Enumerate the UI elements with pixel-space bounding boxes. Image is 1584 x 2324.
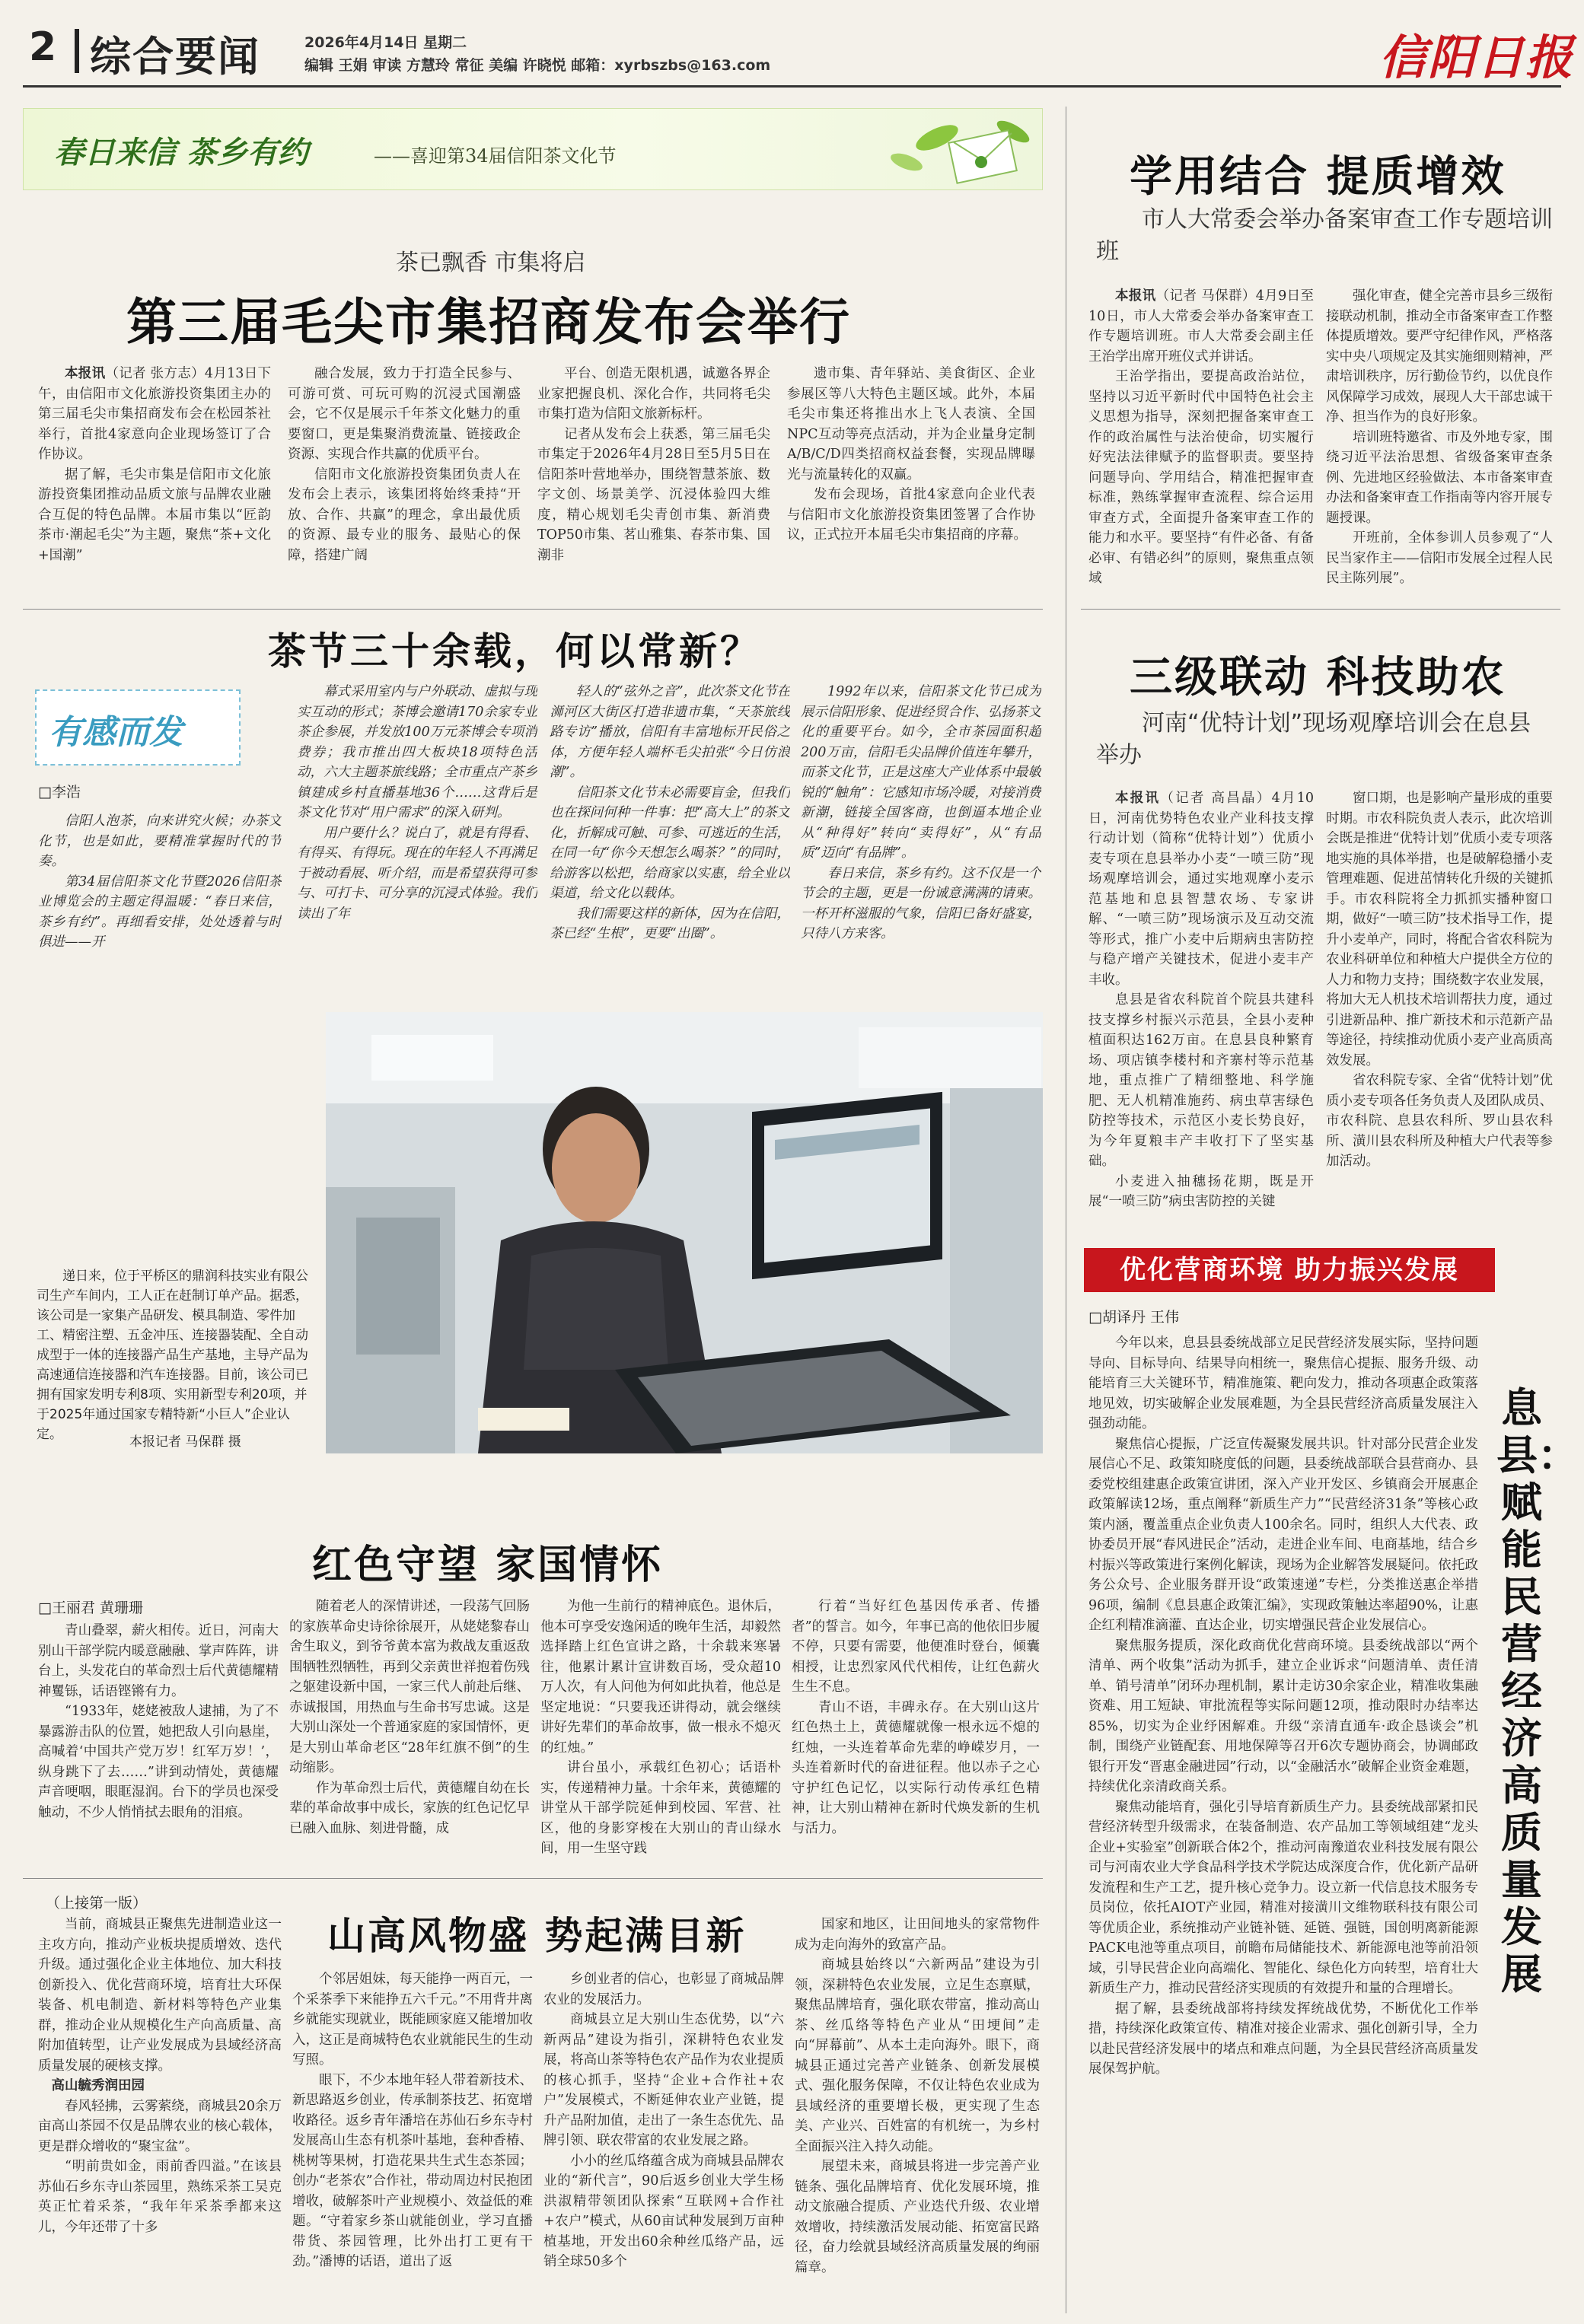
masthead-divider xyxy=(75,29,79,73)
a2-col-3: 轻人的“弦外之音”，此次茶文化节在浉河区大街区打造非遗市集，“天茶旅线路专访”播放，信阳有丰富地标开民俗之体，方便年轻人端杯毛尖拍张“今日仿浪潮”。 信阳茶文化节未必需要盲金，但我们也在探问何种一件事：把“高大上”的茶文化，折解成可触、可参、可逃近的生活，在同一句“你今天想怎么喝茶？”的同时，给游客以松把，给商家以实惠，给全业以渠道，给文化以载体。 我们需要这样的新体，因为在信阳，茶已经“生根”，更要“出圈”。 xyxy=(550,684,790,941)
a3-headline: 红色守望 家国情怀 xyxy=(312,1542,664,1588)
newspaper-logo: 信阳日报 xyxy=(1379,30,1575,85)
opinion-tag: 有感而发 xyxy=(49,713,183,752)
r2-col-1: 本报讯（记者 高昌晶）4月10日，河南优势特色农业产业科技支撑行动计划（简称“优特计划”）优质小麦专项在息县举办小麦“一喷三防”现场观摩培训会，通过实地观摩小麦示范基地和息县智慧农场、专家讲解、“一喷三防”现场演示及互动交流等形式，推广小麦中后期病虫害防控与稳产增产关键技术，促进小麦丰产丰收。 息县是省农科院首个院县共建科技支撑乡村振兴示范县，全县小麦种植面积达162万亩。在息县良种繁育场、项店镇李楼村和齐寨村等示范基地，重点推广了精细整地、科学施肥、无人机精准施药、病虫草害绿色防控等技术，示范区小麦长势良好，为今年夏粮丰产丰收打下了坚实基础。 小麦进入抽穗扬花期，既是开展“一喷三防”病虫害防控的关键 xyxy=(1088,791,1314,1209)
a1-headline: 第三届毛尖市集招商发布会举行 xyxy=(126,293,851,352)
a2-col-2: 幕式采用室内与户外联动、虚拟与现实互动的形式；茶博会邀请170余家专业茶企参展，并发放100万元茶博会专项消费券；我市推出四大板块18项特色活动，六大主题茶旅线路；全市重点产茶乡镇建成乡村直播基地36个……这背后是茶文化节对“用户需求”的深入研判。 用户要什么？说白了，就是有得看、有得买、有得玩。现在的年轻人不再满足于被动看展、听介绍，而是希望获得可参与、可打卡、可分享的沉浸式体验。我们读出了年 xyxy=(297,684,537,922)
r2-headline: 三级联动 科技助农 xyxy=(1130,653,1506,702)
a4-col-2: 个邻居姐妹，每天能挣一两百元，一个采茶季下来能挣五六千元。”不用背井离乡就能实现就业，既能顾家庭又能增加收入，这正是商城特色农业就能民生的生动写照。 眼下，不少本地年轻人带着新技术、新思路返乡创业，传承制茶技艺、拓宽增收路径。返乡青年潘培在苏仙石乡东寺村发展高山生态有机茶叶基地，套种香椿、桃树等果树，打造花果共生式生态茶园；创办“老茶农”合作社，带动周边村民抱团增收，破解茶叶产业规模小、效益低的难题。“守着家乡茶山就能创业，学习直播带货、茶园管理，比外出打工更有干劲。”潘博的话语，道出了返 xyxy=(292,1972,533,2269)
section-band: 优化营商环境 助力振兴发展 xyxy=(1084,1248,1495,1292)
a3-author: □王丽君 黄珊珊 xyxy=(38,1600,143,1616)
a2-headline: 茶节三十余载，何以常新？ xyxy=(268,629,761,673)
theme-banner xyxy=(23,108,1043,190)
page-number: 2 xyxy=(29,24,57,70)
a4-col-4: 国家和地区，让田间地头的家常物件成为走向海外的致富产品。 商城县始终以“六新两品”建设为引领，深耕特色农业发展，立足生态禀赋，聚焦品牌培育，强化联农带富，推动高山茶、丝瓜络等特色产业从“田埂间”走向“屏幕前”、从本土走向海外。眼下，商城县正通过完善产业链条、创新发展模式、强化服务保障，不仅让特色农业成为县域经济的重要增长极，更实现了生态美、产业兴、百姓富的有机统一，为乡村全面振兴注入持久动能。 展望未来，商城县将进一步完善产业链条、强化品牌培育、优化发展环境，推动文旅融合提质、产业迭代升级、农业增效增收，持续激活发展动能、拓宽富民路径，奋力绘就县域经济高质量发展的绚丽篇章。 xyxy=(795,1917,1040,2275)
r2-col-2: 窗口期，也是影响产量形成的重要时期。市农科院负责人表示，此次培训会既是推进“优特计划”优质小麦专项落地实施的具体举措，也是破解稳播小麦管理难题、促进茁情转化升级的关键抓手。市农科院将全力抓抓实播种窗口期，做好“一喷三防”技术指导工作，提升小麦单产，同时，将配合省农科院为农业科研单位和种植大户提供全方位的人力和物力支持；围绕数字农业发展，将加大无人机技术培训帮扶力度，通过引进新品种、推广新技术和示范新产品等途径，持续推动优质小麦产业高质高效发展。 省农科院专家、全省“优特计划”优质小麦专项各任务负责人及团队成员、市农科院、息县农科所、罗山县农科所、潢川县农科所及种植大户代表等参加活动。 xyxy=(1326,791,1553,1169)
a4-continued: （上接第一版） xyxy=(46,1895,148,1912)
a1-col-3: 平台、创造无限机遇，诚邀各界企业家把握良机、深化合作，共同将毛尖市集打造为信阳文旅新标杆。 记者从发布会上获悉，第三届毛尖市集定于2026年4月28日至5月5日在信阳茶叶营地举办，围绕智慧茶旅、数字文创、场景美学、沉浸体验四大维度，精心规划毛尖青创市集、新消费TOP50市集、茗山雅集、春茶市集、国潮非 xyxy=(537,366,770,563)
banner-title: 春日来信 茶乡有约 xyxy=(54,135,308,170)
news-photo xyxy=(326,1012,1043,1453)
a1-col-1: 本报讯（记者 张方志）4月13日下午，由信阳市文化旅游投资集团主办的第三届毛尖市集招商发布会在松园茶社举行，首批4家意向企业现场签订了合作协议。 据了解，毛尖市集是信阳市文化旅游投资集团推动品质文旅与品牌农业融合互促的特色品牌。本届市集以“匠韵茶市·潮起毛尖”为主题，聚焦“茶+文化+国潮” xyxy=(38,366,271,563)
a1-col-4: 遗市集、青年驿站、美食街区、企业参展区等八大特色主题区域。此外，本届毛尖市集还将推出水上飞人表演、全国NPC互动等亮点活动，并为企业量身定制A/B/C/D四类招商权益套餐，实现品牌曝光与流量转化的双赢。 发布会现场，首批4家意向企业代表与信阳市文化旅游投资集团签署了合作协议，正式拉开本届毛尖市集招商的序幕。 xyxy=(787,366,1035,543)
factory-worker-image xyxy=(326,1012,1043,1453)
a2-col-4: 1992年以来，信阳茶文化节已成为展示信阳形象、促进经贸合作、弘扬茶文化的重要平台。如今，全市茶园面积超200万亩，信阳毛尖品牌价值连年攀升，而茶文化节，正是这座大产业体系中最敏锐的“触角”：它感知市场冷暖，对接消费新潮，链接全国客商，也倒逼本地企业从“种得好”转向“卖得好”，从“有品质”迈向“有品牌”。 春日来信，茶乡有约。这不仅是一个节会的主题，更是一份诚意满满的请柬。一杯开杯滋服的气象，信阳已备好盛宴，只待八方来客。 xyxy=(801,684,1041,941)
a2-author: □李浩 xyxy=(38,784,81,801)
divider xyxy=(23,609,1043,610)
masthead-rule xyxy=(23,85,1561,88)
a3-col-3: 为他一生前行的精神底色。退休后，他本可享受安逸闲适的晚年生活，却毅然选择踏上红色宣讲之路，十余载来寒暑往，他累计累计宣讲数百场，受众超10万人次，有人问他为何如此执着，他总是坚定地说：“只要我还讲得动，就会继续讲好先辈们的革命故事，做一根永不熄灭的红烛。” 讲台虽小，承载红色初心；话语朴实，传递精神力量。十余年来，黄德耀的讲堂从干部学院延伸到校园、军营、社区，他的身影穿梭在大别山的青山绿水间，用一生坚守践 xyxy=(540,1599,781,1856)
a3-col-2: 随着老人的深情讲述，一段荡气回肠的家族革命史诗徐徐展开，从姥姥黎春山舍生取义，到爷爷黄本富为救战友重返敌围牺牲烈牺牲，再到父亲黄世祥抱着伤残之躯建设新中国，一家三代人前赴后继、赤诚报国，用热血与生命书写忠诚。这是大别山深处一个普通家庭的家国情怀，更是大别山革命老区“28年红旗不倒”的生动缩影。 作为革命烈士后代，黄德耀自幼在长辈的革命故事中成长，家族的红色记忆早已融入血脉、刻进骨髓，成 xyxy=(289,1599,530,1836)
r2-subhead: 河南“优特计划”现场观摩培训会在息县举办 xyxy=(1096,710,1531,769)
r3-author: □胡译丹 王伟 xyxy=(1088,1309,1179,1326)
r3-vertical-headline: 息县：赋能民营经济高质量发展 xyxy=(1496,1384,1579,1998)
r1-col-1: 本报讯（记者 马保群）4月9日至10日，市人大常委会举办备案审查工作专题培训班。市人大常委会副主任王治学出席开班仪式并讲话。 王治学指出，要提高政治站位，坚持以习近平新时代中国特色社会主义思想为指导，深刻把握备案审查工作的政治属性与法治使命，切实履行好宪法法律赋予的监督职责。要坚持问题导向、学用结合，精准把握审查标准，熟练掌握审查流程、综合运用审查方式，全面提升备案审查工作的能力和水平。要坚持“有件必备、有备必审、有错必纠”的原则，聚焦重点领域 xyxy=(1088,288,1314,586)
staff-line: 编辑 王娟 审读 方慧玲 常征 美编 许晓悦 邮箱：xyrbszbs@163.com xyxy=(304,57,771,74)
a4-col-3: 乡创业者的信心，也彰显了商城品牌农业的发展活力。 商城县立足大别山生态优势，以“六新两品”建设为指引，深耕特色农业发展，将高山茶等特色农产品作为农业提质的核心抓手，坚持“企业+合作社+农户”发展模式，不断延伸农业产业链，提升产品附加值，走出了一条生态优先、品牌引领、联农带富的农业发展之路。 小小的丝瓜络蕴含成为商城县品牌农业的“新代言”，90后返乡创业大学生杨洪淑精带领团队探索“互联网+合作社+农户”模式，从60亩试种发展到万亩种植基地，开发出60余种丝瓜络产品，远销全球50多个 xyxy=(543,1972,784,2269)
r1-subhead: 市人大常委会举办备案审查工作专题培训班 xyxy=(1096,206,1553,265)
a2-col-1: 信阳人泡茶，向来讲究火候；办茶文化节，也是如此，要精准掌握时代的节奏。 第34届信阳茶文化节暨2026信阳茶业博览会的主题定得温暖：“春日来信，茶乡有约”。再细看安排，处处透着与时俱进——开 xyxy=(38,813,282,950)
banner-subtitle: ——喜迎第34届信阳茶文化节 xyxy=(374,145,617,167)
r1-col-2: 强化审查，健全完善市县乡三级衔接联动机制，推动全市备案审查工作整体提质增效。要严守纪律作风，严格落实中央八项规定及其实施细则精神，严肃培训秩序，厉行勤俭节约，以优良作风保障学习成效，展现人大干部忠诚干净、担当作为的良好形象。 培训班特邀省、市及外地专家，围绕习近平法治思想、省级备案审查条例、先进地区经验做法、本市备案审查办法和备案审查工作指南等内容开展专题授课。 开班前，全体参训人员参观了“人民当家作主——信阳市发展全过程人民民主陈列展”。 xyxy=(1326,288,1553,586)
photo-caption: 递日来，位于平桥区的鼎润科技实业有限公司生产车间内，工人正在赶制订单产品。据悉，该公司是一家集产品研发、模具制造、零件加工、精密注塑、五金冲压、连接器装配、全自动成型于一体的连接器产品生产基地，主导产品为高速通信连接器和汽车连接器。目前，该公司已拥有国家发明专利8项、实用新型专利20项，并于2025年通过国家专精特新“小巨人”企业认定。 xyxy=(37,1269,308,1442)
date-line: 2026年4月14日 星期二 xyxy=(304,34,467,51)
a4-headline: 山高风物盛 势起满目新 xyxy=(327,1914,747,1958)
a3-col-4: 行着“当好红色基因传承者、传播者”的誓言。如今，年事已高的他依旧步履不停，只要有需要，他便准时登台，倾囊相授，让忠烈家风代代相传，让红色薪火生生不息。 青山不语，丰碑永存。在大别山这片红色热土上，黄德耀就像一根永远不熄的红烛，一头连着革命先辈的峥嵘岁月，一头连着新时代的奋进征程。他以赤子之心守护红色记忆，以实际行动传承红色精神，让大别山精神在新时代焕发新的生机与活力。 xyxy=(792,1599,1040,1836)
a4-col-1: 当前，商城县正聚焦先进制造业这一主攻方向，推动产业板块提质增效、迭代升级。通过强化企业主体地位、加大科技创新投入、优化营商环境，培育壮大环保装备、机电制造、新材料等特色产业集群，推动企业从规模化生产向高质量、高附加值转型，让产业发展成为县域经济高质量发展的硬核支撑。 高山毓秀润田园 春风轻拂，云雾萦绕，商城县20余万亩高山茶园不仅是品牌农业的核心载体，更是群众增收的“聚宝盆”。 “明前贵如金，雨前香四溢。”在该县苏仙石乡东寺山茶园里，熟练采茶工吴克英正忙着采茶，“我年年采茶季都来这儿，今年还带了十多 xyxy=(38,1917,282,2235)
r1-headline: 学用结合 提质增效 xyxy=(1130,152,1506,202)
section-title: 综合要闻 xyxy=(90,33,260,81)
r3-text: 今年以来，息县县委统战部立足民营经济发展实际，坚持问题导向、目标导向、结果导向相统一，聚焦信心提振、服务升级、动能培育三大关键环节，精准施策、靶向发力，推动各项惠企政策落地见效，切实破解企业发展难题，为全县民营经济高质量发展注入强劲动能。 聚焦信心提振，广泛宣传凝聚发展共识。针对部分民营企业发展信心不足、政策知晓度低的问题，县委统战部联合县营商办、县委党校组建惠企政策宣讲团，深入产业开发区、乡镇商会开展惠企政策解读12场，重点阐释“新质生产力”“民营经济31条”等核心政策内涵，覆盖重点企业负责人100余名。同时，组织人大代表、政协委员开展“春风进民企”活动，走进企业车间、电商基地，结合乡村振兴等政策进行案例化解读，现场为企业解答发展疑问。依托政务公众号、企业服务群开设“政策速递”专栏，分类推送惠企举措96项，编制《息县惠企政策汇编》，实现政策触达率超90%，让惠企红利精准滴灌、直达企业，切实增强民营企业发展信心。 聚焦服务提质，深化政商优化营商环境。县委统战部以“两个清单、两个收集”活动为抓手，建立企业诉求“问题清单、责任清单、销号清单”闭环办理机制，累计走访30余家企业，精准收集融资难、用工短缺、审批流程等实际问题12项，推动限时办结率达85%，切实为企业纾困解难。升级“亲清直通车·政企恳谈会”机制，围绕产业链配套、用地保障等召开6次专题协商会，协调邮政银行开发“晋惠金融进园”行动，以“金融活水”破解企业资金难题，持续优化亲清政商关系。 聚焦动能培育，强化引导培育新质生产力。县委统战部紧扣民营经济转型升级需求，在装备制造、农产品加工等领域组建“龙头企业+实验室”创新联合体2个，推动河南豫道农业科技发展有限公司与河南农业大学食品科学技术学院达成深度合作，优化新产品研发流程和生产工艺，提升核心竞争力。设立新一代信息技术服务专员岗位，依托AIOT产业园，精准对接潢川文维物联科技有限公司等优质企业，系统推动产业链补链、延链、强链，国创明离新能源PACK电池等重点项目，前瞻布局储能技术、新能源电池等前沿领域，引导民营企业向高端化、智能化、绿色化方向转型，培育壮大新质生产力，推动民营经济实现质的有效提升和量的合理增长。 据了解，县委统战部将持续发挥统战优势，不断优化工作举措，持续深化政策宣传、精准对接企业需求、强化创新引导，全力以赴民营经济发展中的堵点和难点问题，为全县民营经济高质量发展保驾护航。 xyxy=(1088,1336,1478,2077)
a1-kicker: 茶已飘香 市集将启 xyxy=(396,250,586,276)
tea-envelope-icon xyxy=(884,115,1036,188)
a1-col-2: 融合发展，致力于打造全民参与、可游可赏、可玩可购的沉浸式国潮盛会，它不仅是展示千年茶文化魅力的重要窗口，更是集聚消费流量、链接政企资源、实现合作共赢的优质平台。 信阳市文化旅游投资集团负责人在发布会上表示，该集团将始终秉持“开放、合作、共赢”的理念，拿出最优质的资源、最专业的服务、最贴心的保障，搭建广阔 xyxy=(288,366,521,563)
divider xyxy=(1081,609,1560,610)
a3-col-1: 青山叠翠，薪火相传。近日，河南大别山干部学院内暖意融融、掌声阵阵，讲台上，头发花白的革命烈士后代黄德耀精神矍铄，话语铿锵有力。 “1933年，姥姥被敌人逮捕，为了不暴露游击队的位置，她把敌人引向悬崖，高喊着‘中国共产党万岁！红军万岁！’，纵身跳下了去……”讲到动情处，黄德耀声音哽咽，眼眶湿润。台下的学员也深受触动，不少人悄悄拭去眼角的泪痕。 xyxy=(38,1623,279,1820)
opinion-tag-box xyxy=(35,689,241,766)
photo-credit: 本报记者 马保群 摄 xyxy=(129,1434,241,1450)
divider xyxy=(23,1878,1043,1879)
